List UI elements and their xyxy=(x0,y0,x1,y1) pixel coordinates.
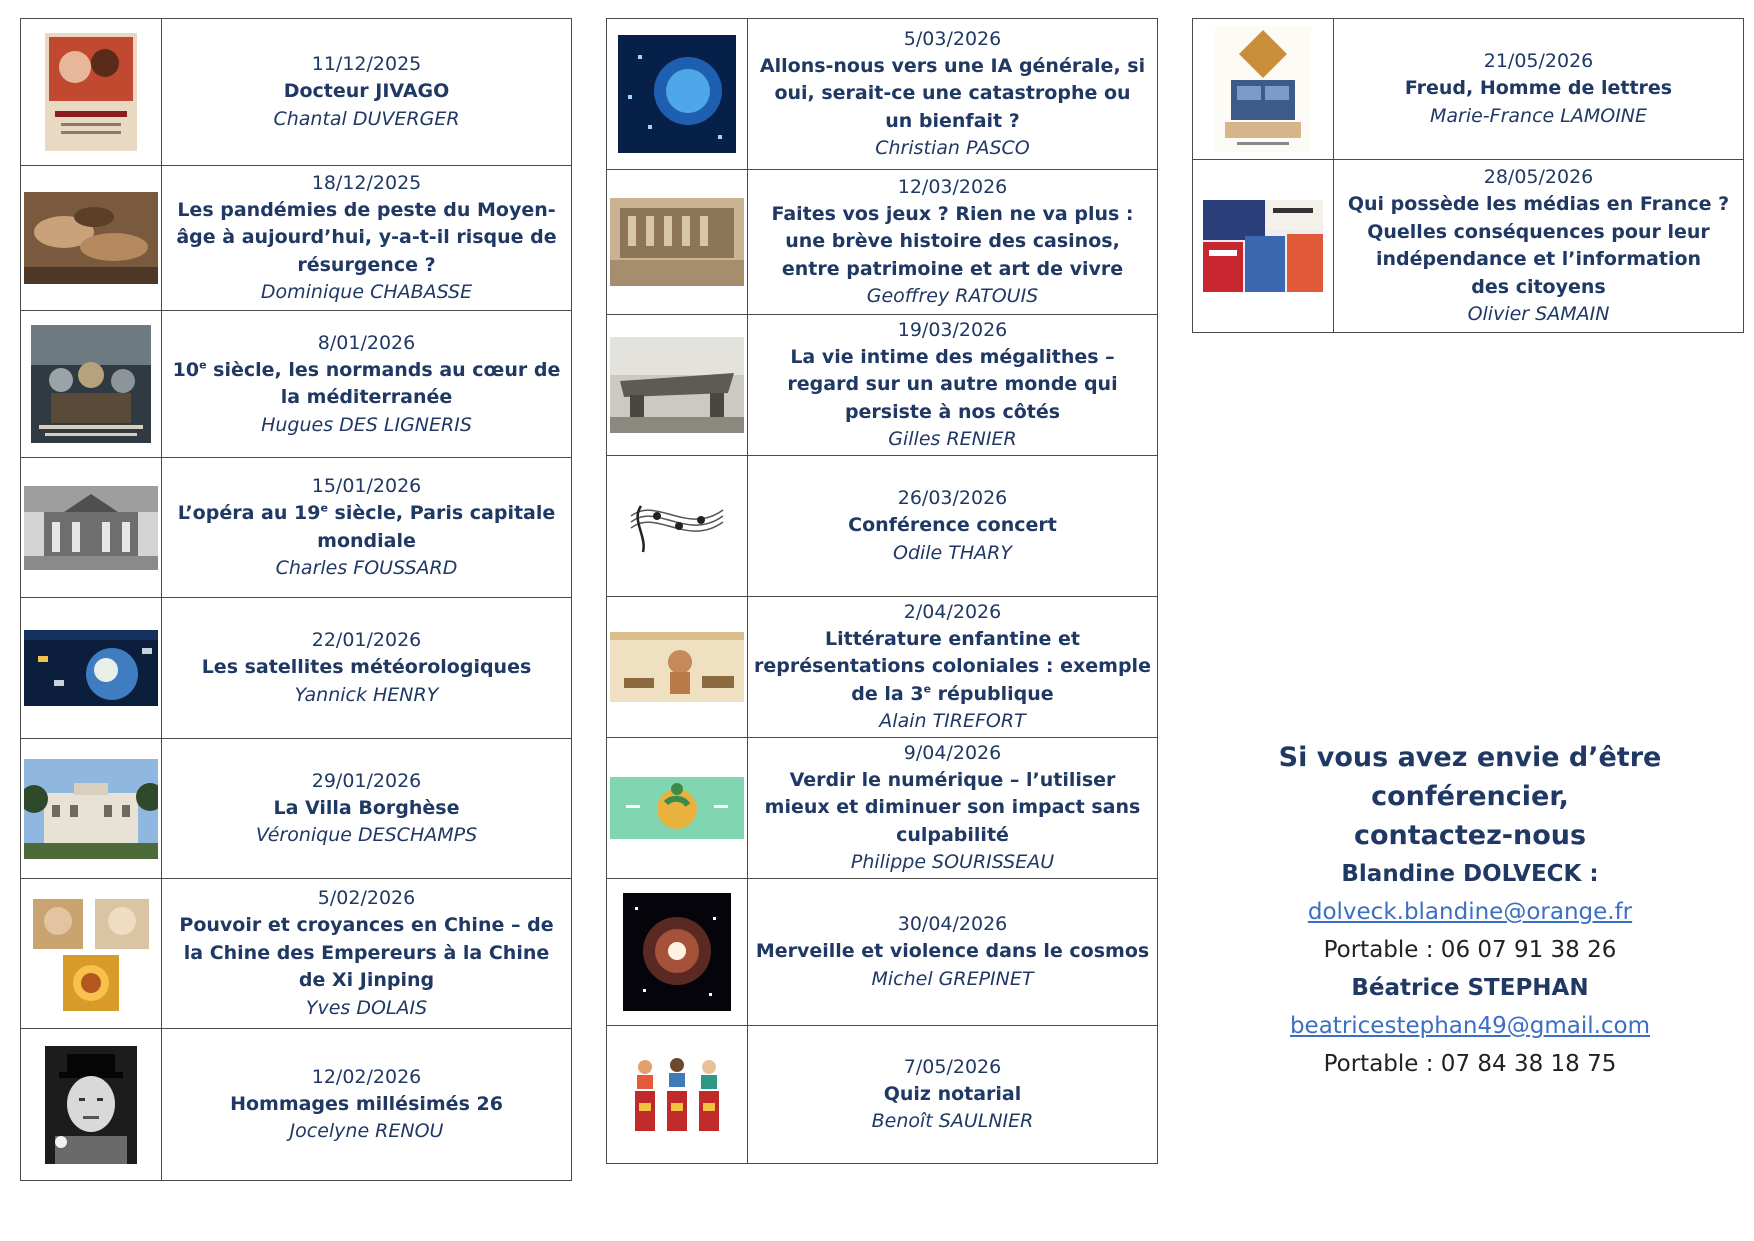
program-entry-info xyxy=(162,598,571,738)
program-entry-info xyxy=(748,738,1157,878)
contact-name: Béatrice STEPHAN xyxy=(1351,975,1589,1001)
actor-portrait-image xyxy=(21,1029,162,1180)
entry-date: 5/02/2026 xyxy=(317,887,416,910)
satellites-image xyxy=(21,598,162,738)
green-earth-image xyxy=(607,738,748,878)
entry-speaker: Hugues DES LIGNERIS xyxy=(261,413,472,436)
entry-speaker: Philippe SOURISSEAU xyxy=(850,851,1055,874)
entry-title: Allons-nous vers une IA générale, si oui, serait-ce une catastrophe ou un bienfait ? xyxy=(759,54,1146,132)
program-column-3 xyxy=(1192,18,1744,333)
contact-phone: Portable : 06 07 91 38 26 xyxy=(1323,937,1617,963)
newspapers-image xyxy=(1193,160,1334,332)
entry-date: 26/03/2026 xyxy=(897,487,1008,510)
program-entry xyxy=(20,878,572,1029)
entry-date: 9/04/2026 xyxy=(903,741,1002,764)
entry-speaker: Odile THARY xyxy=(892,541,1012,564)
entry-title: Hommages millésimés 26 xyxy=(230,1092,503,1115)
entry-speaker: Olivier SAMAIN xyxy=(1467,303,1610,325)
program-entry xyxy=(606,878,1158,1026)
program-entry xyxy=(1192,18,1744,160)
program-entry xyxy=(606,314,1158,456)
plague-painting-image xyxy=(21,166,162,310)
colonial-illustration-image xyxy=(607,597,748,737)
entry-speaker: Véronique DESCHAMPS xyxy=(255,824,478,847)
entry-date: 18/12/2025 xyxy=(311,171,422,194)
entry-title: Les pandémies de peste du Moyen-âge à aujourd’hui, y-a-t-il risque de résurgence ? xyxy=(176,198,557,276)
contact-email-link[interactable]: dolveck.blandine@orange.fr xyxy=(1307,899,1633,925)
program-entry-info xyxy=(162,166,571,310)
entry-title: Freud, Homme de lettres xyxy=(1404,77,1673,100)
contact-name: Blandine DOLVECK : xyxy=(1341,861,1599,887)
program-entry-info xyxy=(162,311,571,457)
program-entry-info xyxy=(748,1026,1157,1163)
entry-date: 19/03/2026 xyxy=(897,318,1008,341)
program-entry xyxy=(606,1025,1158,1164)
entry-title: Docteur JIVAGO xyxy=(283,80,450,103)
quiz-podiums-image xyxy=(607,1026,748,1163)
program-entry-info xyxy=(162,1029,571,1180)
entry-date: 15/01/2026 xyxy=(311,475,422,497)
entry-date: 11/12/2025 xyxy=(311,53,422,76)
entry-date: 8/01/2026 xyxy=(317,331,416,354)
entry-title: Qui possède les médias en France ? Quelles conséquences pour leur indépendance et l’information des citoyens xyxy=(1347,193,1730,298)
entry-date: 22/01/2026 xyxy=(311,629,422,652)
entry-title: La vie intime des mégalithes – regard sur un autre monde qui persiste à nos côtés xyxy=(787,345,1118,423)
program-column-2 xyxy=(606,18,1158,1164)
entry-date: 28/05/2026 xyxy=(1483,166,1594,188)
entry-speaker: Yannick HENRY xyxy=(294,683,439,706)
entry-title: Pouvoir et croyances en Chine – de la Chine des Empereurs à la Chine de Xi Jinping xyxy=(179,914,554,992)
entry-speaker: Charles FOUSSARD xyxy=(275,557,458,579)
entry-speaker: Dominique CHABASSE xyxy=(260,281,473,304)
entry-title: L’opéra au 19e siècle, Paris capitale mondiale xyxy=(177,501,556,552)
ordinal-suffix: e xyxy=(320,501,328,515)
program-entry xyxy=(1192,159,1744,333)
music-notes-image xyxy=(607,456,748,596)
entry-date: 21/05/2026 xyxy=(1483,50,1594,73)
program-entry-info xyxy=(748,879,1157,1025)
program-entry xyxy=(20,18,572,166)
entry-speaker: Gilles RENIER xyxy=(888,428,1017,451)
villa-borghese-image xyxy=(21,739,162,878)
program-entry xyxy=(606,455,1158,597)
entry-title: Merveille et violence dans le cosmos xyxy=(755,940,1150,963)
program-entry-info xyxy=(748,170,1157,314)
entry-speaker: Alain TIREFORT xyxy=(879,710,1026,733)
entry-date: 2/04/2026 xyxy=(903,600,1002,623)
entry-speaker: Yves DOLAIS xyxy=(305,996,428,1019)
program-entry xyxy=(20,1028,572,1181)
entry-title: Faites vos jeux ? Rien ne va plus : une brève histoire des casinos, entre patrimoine et art de vivre xyxy=(771,202,1134,280)
program-entry xyxy=(606,169,1158,315)
dolmen-postcard-image xyxy=(607,315,748,455)
contact-block xyxy=(1195,738,1745,1083)
entry-title: Verdir le numérique – l’utiliser mieux et diminuer son impact sans culpabilité xyxy=(764,768,1141,846)
entry-title: Quiz notarial xyxy=(883,1082,1022,1105)
normans-image xyxy=(21,311,162,457)
opera-building-image xyxy=(21,458,162,597)
entry-speaker: Marie-France LAMOINE xyxy=(1429,104,1648,127)
entry-title: Conférence concert xyxy=(848,514,1057,537)
entry-speaker: Michel GREPINET xyxy=(871,967,1034,990)
program-entry xyxy=(20,738,572,879)
program-entry xyxy=(20,457,572,598)
entry-date: 5/03/2026 xyxy=(903,27,1002,50)
program-entry xyxy=(606,596,1158,738)
ordinal-suffix: e xyxy=(199,358,207,372)
china-portraits-image xyxy=(21,879,162,1028)
program-entry-info xyxy=(162,739,571,878)
entry-title: 10e siècle, les normands au cœur de la méditerranée xyxy=(172,358,561,408)
program-entry-info xyxy=(1334,19,1743,159)
entry-speaker: Benoît SAULNIER xyxy=(871,1110,1034,1133)
program-entry-info xyxy=(748,315,1157,455)
program-column-1 xyxy=(20,18,572,1181)
entry-date: 12/02/2026 xyxy=(311,1065,422,1088)
program-entry xyxy=(606,737,1158,879)
entry-speaker: Christian PASCO xyxy=(875,137,1030,160)
entry-speaker: Chantal DUVERGER xyxy=(273,107,460,130)
program-entry xyxy=(20,310,572,458)
entry-title: La Villa Borghèse xyxy=(273,796,460,819)
entry-speaker: Jocelyne RENOU xyxy=(289,1120,444,1143)
program-entry xyxy=(20,597,572,739)
program-entry-info xyxy=(748,597,1157,737)
contact-heading: Si vous avez envie d’être conférencier, contactez-nous xyxy=(1278,742,1662,851)
freud-book-cover-image xyxy=(1193,19,1334,159)
contact-phone: Portable : 07 84 38 18 75 xyxy=(1323,1051,1617,1077)
ordinal-suffix: e xyxy=(923,682,932,696)
entry-date: 29/01/2026 xyxy=(311,769,422,792)
program-entry-info xyxy=(162,458,571,597)
entry-title: Littérature enfantine et représentations coloniales : exemple de la 3e république xyxy=(754,627,1151,705)
entry-date: 7/05/2026 xyxy=(903,1055,1002,1078)
program-entry-info xyxy=(1334,160,1743,332)
casino-postcard-image xyxy=(607,170,748,314)
program-entry-info xyxy=(162,879,571,1028)
entry-speaker: Geoffrey RATOUIS xyxy=(866,285,1039,308)
entry-date: 12/03/2026 xyxy=(897,175,1008,198)
program-entry xyxy=(606,18,1158,170)
film-poster-image xyxy=(21,19,162,165)
cosmos-star-image xyxy=(607,879,748,1025)
program-entry xyxy=(20,165,572,311)
entry-title: Les satellites météorologiques xyxy=(201,656,532,679)
ai-head-image xyxy=(607,19,748,169)
program-entry-info xyxy=(748,456,1157,596)
program-entry-info xyxy=(162,19,571,165)
contact-email-link[interactable]: beatricestephan49@gmail.com xyxy=(1289,1013,1651,1039)
program-entry-info xyxy=(748,19,1157,169)
entry-date: 30/04/2026 xyxy=(897,913,1008,936)
